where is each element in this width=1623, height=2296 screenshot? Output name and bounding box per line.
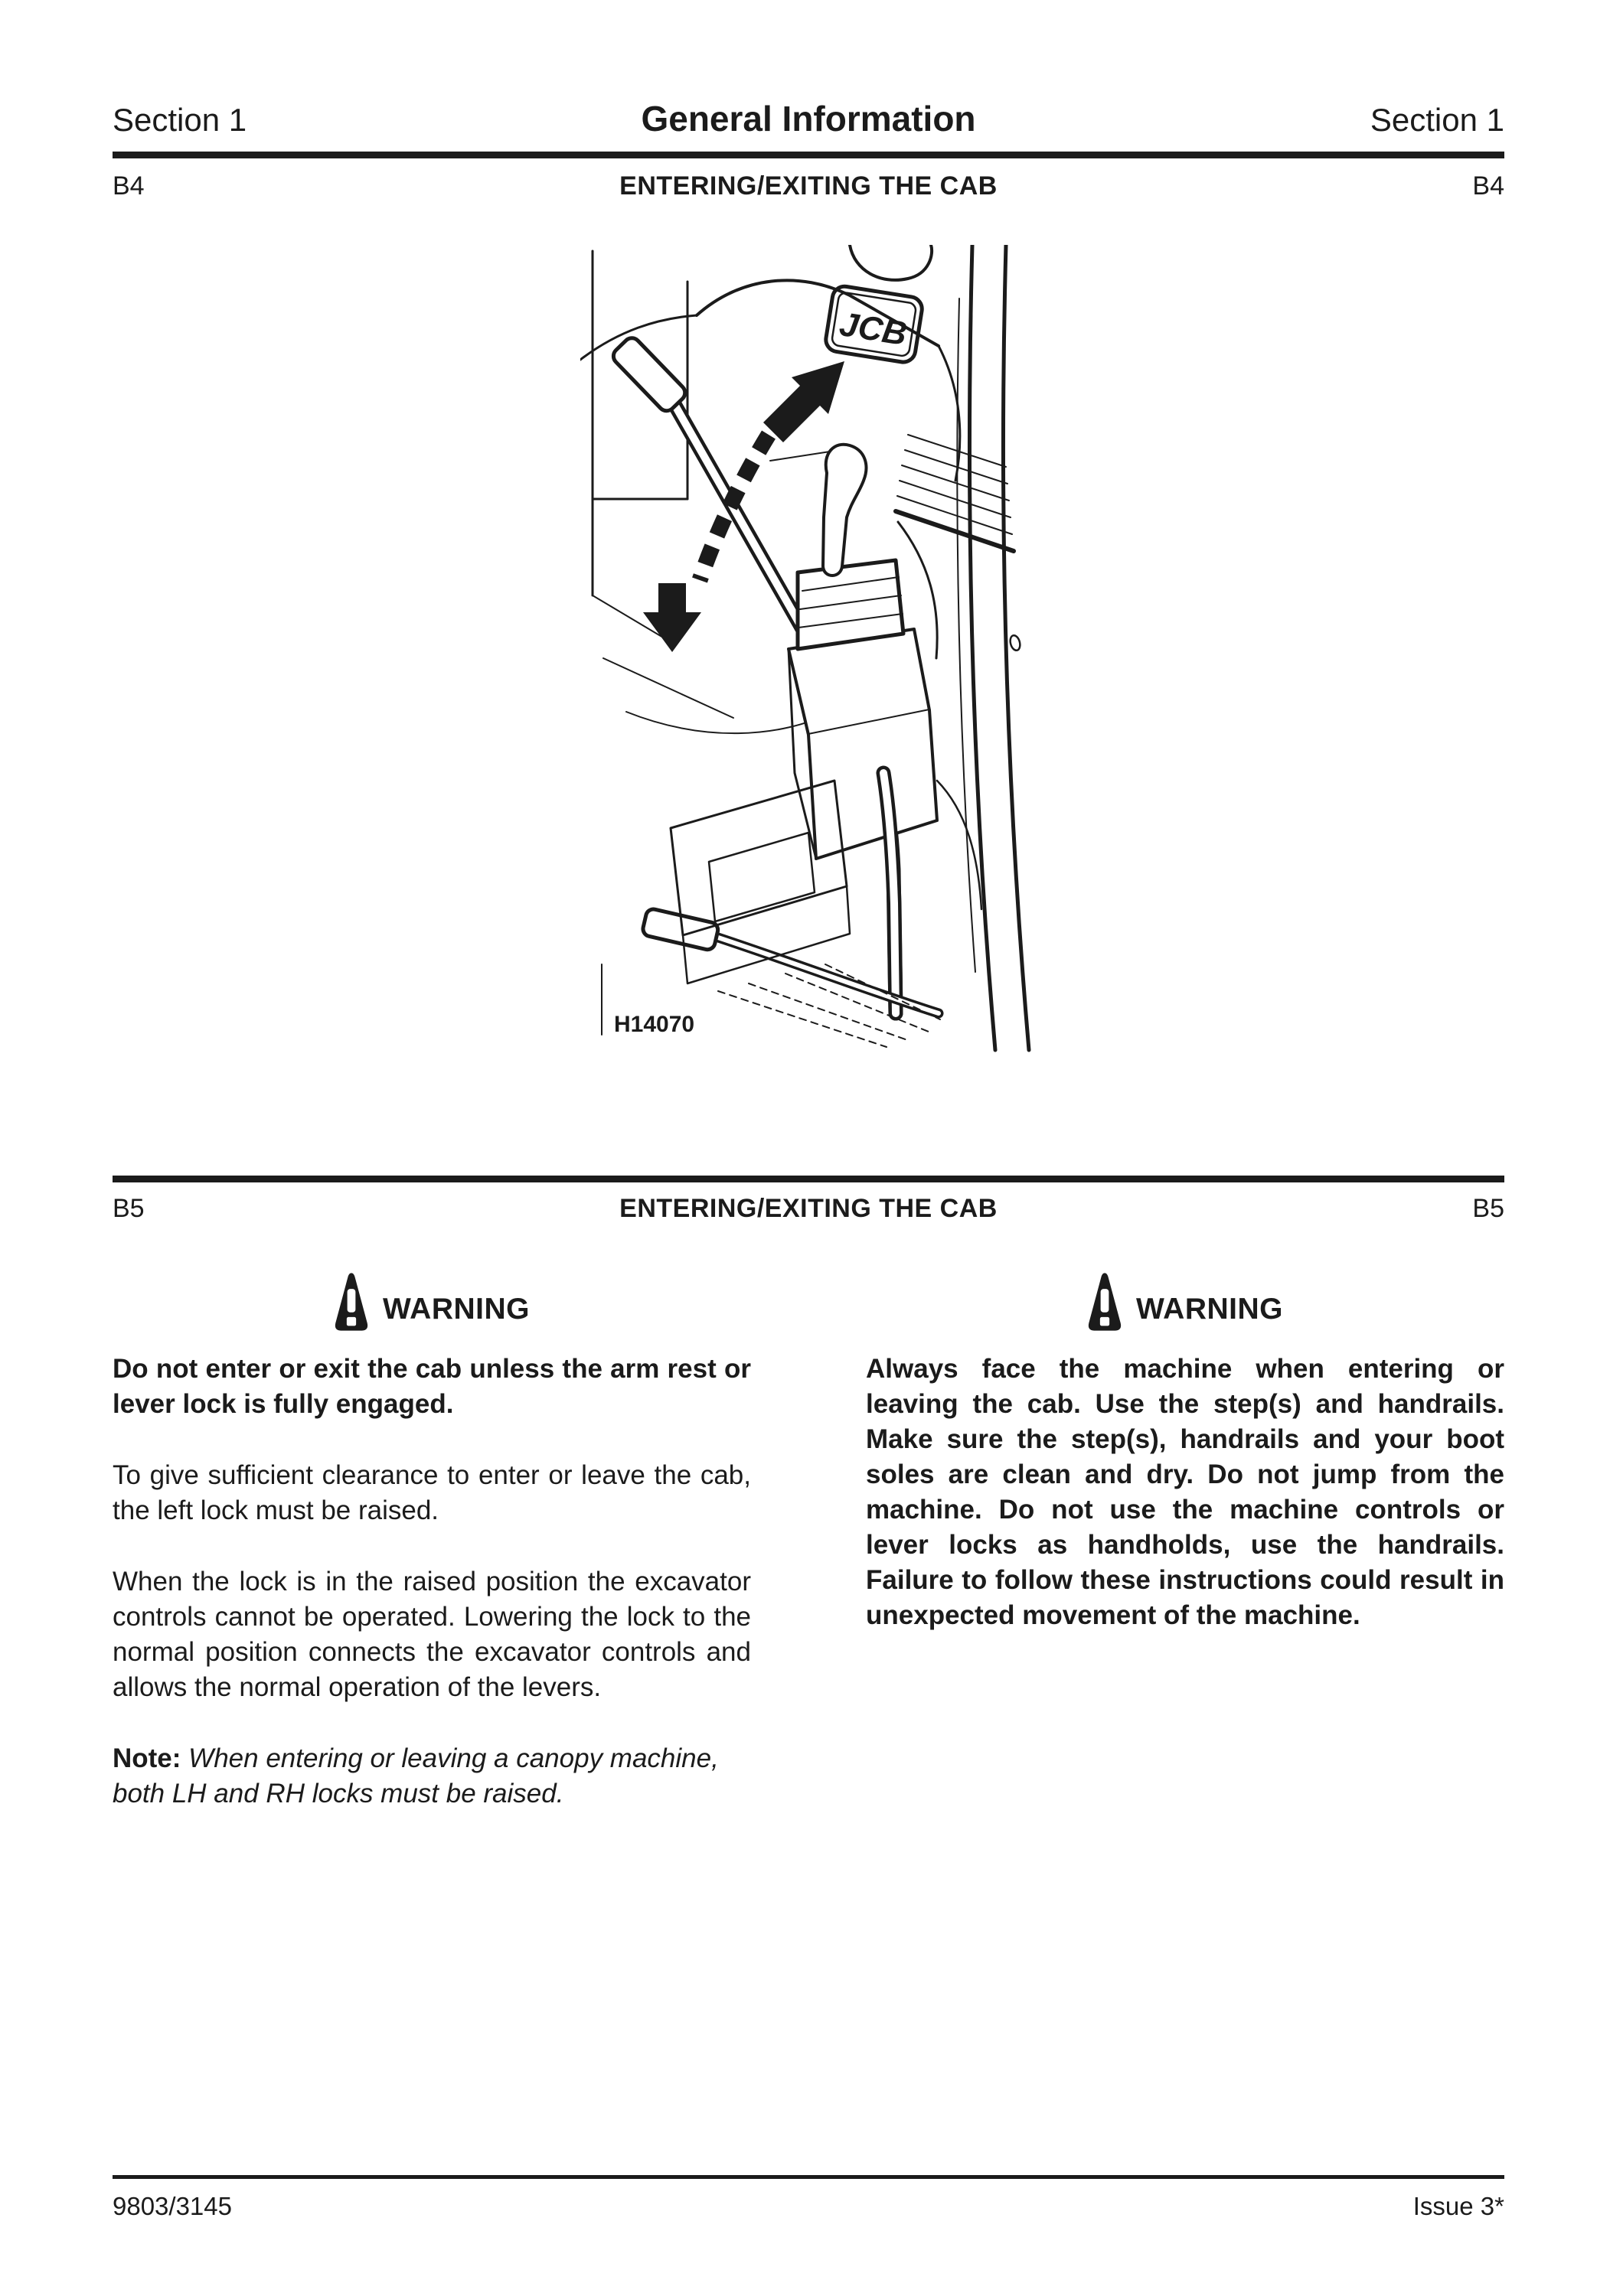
header-section-right: Section 1 — [1370, 102, 1504, 138]
issue-number: Issue 3* — [1412, 2192, 1504, 2220]
b5-page-ref-left: B5 — [113, 1194, 145, 1223]
b4-subheader — [113, 171, 1504, 201]
joystick-grip — [823, 445, 866, 576]
page-header — [113, 98, 1504, 139]
left-warning-label: WARNING — [383, 1293, 530, 1326]
left-paragraph-2: When the lock is in the raised position the excavator controls cannot be operated. Lowering the lock to the normal position connects the excavator controls and allows the normal operation of the levers. — [113, 1567, 751, 1702]
b4-page-ref-left: B4 — [113, 171, 145, 201]
left-warning-heading — [113, 1269, 751, 1333]
figure-label: H14070 — [614, 1012, 695, 1037]
figure-cab-illustration — [580, 245, 1032, 1055]
warning-triangle-icon — [334, 1270, 369, 1333]
door-frame — [957, 245, 1029, 1050]
left-column — [113, 1269, 751, 1848]
page-footer — [113, 2192, 1504, 2221]
b5-subheader — [113, 1194, 1504, 1224]
b5-rule — [113, 1176, 1504, 1182]
right-column — [866, 1269, 1504, 1848]
header-rule — [113, 152, 1504, 158]
body-columns — [113, 1269, 1504, 1848]
footer-rule — [113, 2175, 1504, 2179]
warning-triangle-icon — [1087, 1270, 1122, 1333]
jcb-logo-text: JCB — [837, 305, 909, 354]
right-warning-heading — [866, 1269, 1504, 1333]
note-label: Note: — [113, 1743, 181, 1773]
note-text: When entering or leaving a canopy machine, both LH and RH locks must be raised. — [113, 1743, 719, 1808]
down-arrow-icon — [643, 583, 701, 652]
right-warning-label: WARNING — [1136, 1293, 1283, 1326]
right-warning-lead: Always face the machine when entering or leaving the cab. Use the step(s) and handrails. Make sure the step(s), handrails and your boot soles are clean and dry. Do not jump from the machine. Do not use the machine controls or lever locks as handholds, use the handrails. Failure to follow these instructions could result in unexpected movement of the machine. — [866, 1354, 1504, 1630]
b4-topic-title: ENTERING/EXITING THE CAB — [619, 171, 998, 201]
up-arrow-icon — [763, 361, 844, 442]
left-note — [113, 1741, 751, 1812]
b5-topic-title: ENTERING/EXITING THE CAB — [619, 1194, 998, 1223]
left-warning-lead: Do not enter or exit the cab unless the arm rest or lever lock is fully engaged. — [113, 1354, 751, 1419]
header-section-left: Section 1 — [113, 102, 247, 138]
b4-page-ref-right: B4 — [1472, 171, 1504, 201]
joystick-console — [789, 445, 937, 859]
lever-raised-lower — [883, 773, 896, 1013]
cab-illustration-svg — [580, 245, 1032, 1055]
jcb-logo — [825, 285, 924, 364]
b5-page-ref-right: B5 — [1472, 1194, 1504, 1223]
figure-label-group — [602, 964, 694, 1037]
page-title: General Information — [641, 99, 976, 139]
publication-number: 9803/3145 — [113, 2192, 232, 2220]
left-paragraph-1: To give sufficient clearance to enter or leave the cab, the left lock must be raised. — [113, 1460, 751, 1525]
